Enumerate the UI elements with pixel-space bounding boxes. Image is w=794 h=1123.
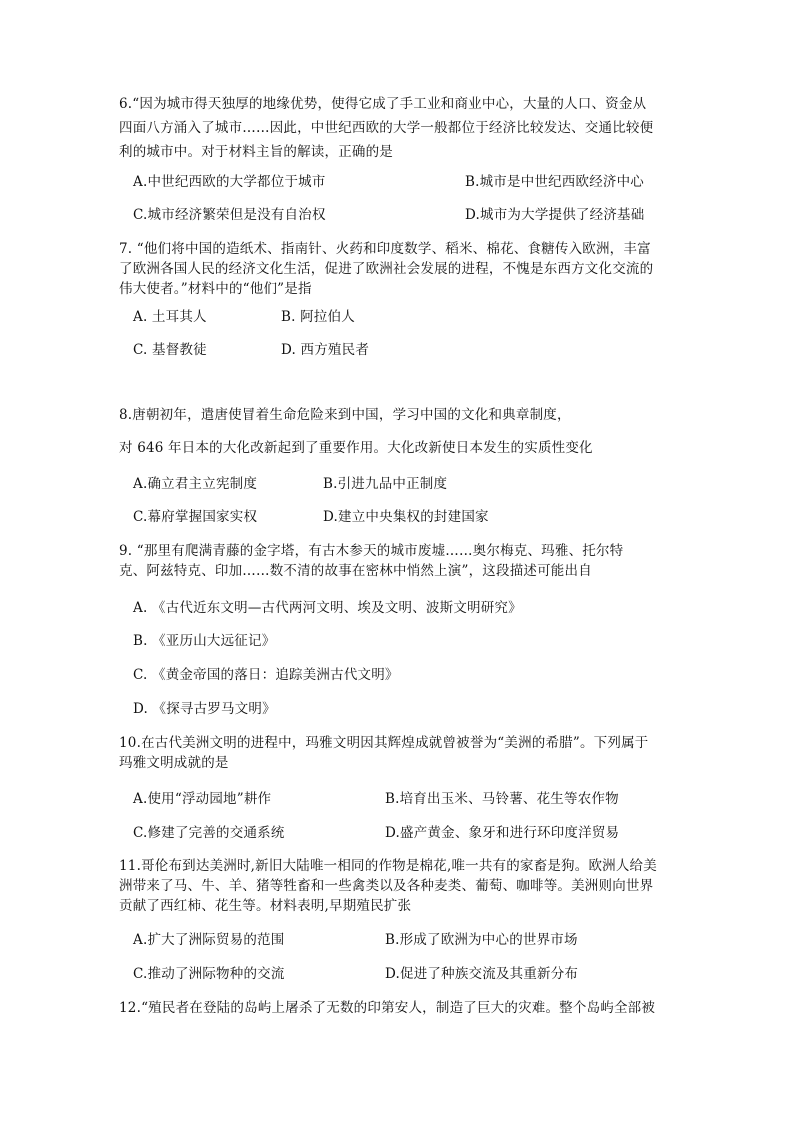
- question-9-option-d: D. 《探寻古罗马文明》: [133, 701, 276, 717]
- question-9-option-b: B. 《亚历山大远征记》: [133, 633, 276, 649]
- question-7-line-3: 伟大使者。”材料中的“他们”是指: [119, 281, 312, 297]
- question-11-line-1: 11.哥伦布到达美洲时,新旧大陆唯一相同的作物是棉花,唯一共有的家畜是狗。欧洲人给美: [119, 858, 657, 874]
- question-10-option-c: C.修建了完善的交通系统: [133, 825, 285, 841]
- question-7-option-d: D. 西方殖民者: [281, 342, 370, 358]
- question-11-option-c: C.推动了洲际物种的交流: [133, 966, 285, 982]
- question-6-line-2: 四面八方涌入了城市……因此，中世纪西欧的大学一般都位于经济比较发达、交通比较便: [119, 120, 654, 136]
- question-10-line-1: 10.在古代美洲文明的进程中，玛雅文明因其辉煌成就曾被誉为“美洲的希腊”。下列属于: [119, 735, 649, 751]
- question-9-option-a: A. 《古代近东文明—古代两河文明、埃及文明、波斯文明研究》: [133, 600, 522, 616]
- question-9-line-2: 克、阿兹特克、印加……数不清的故事在密林中悄然上演”，这段描述可能出自: [119, 563, 592, 579]
- question-8-option-a: A.确立君主立宪制度: [133, 476, 258, 492]
- question-6-option-a: A.中世纪西欧的大学都位于城市: [133, 174, 326, 190]
- question-11-option-d: D.促进了种族交流及其重新分布: [385, 966, 579, 982]
- question-8-option-d: D.建立中央集权的封建国家: [323, 509, 489, 525]
- question-6-line-1: 6.“因为城市得天独厚的地缘优势，使得它成了手工业和商业中心，大量的人口、资金从: [119, 96, 647, 112]
- question-11-line-3: 贡献了西红柿、花生等。材料表明,早期殖民扩张: [119, 898, 412, 914]
- question-6-option-b: B.城市是中世纪西欧经济中心: [465, 174, 645, 190]
- question-7-line-2: 了欧洲各国人民的经济文化生活，促进了欧洲社会发展的进程，不愧是东西方文化交流的: [119, 261, 654, 277]
- question-9-line-1: 9. “那里有爬满青藤的金字塔，有古木参天的城市废墟……奥尔梅克、玛雅、托尔特: [119, 543, 624, 559]
- question-11-option-a: A.扩大了洲际贸易的范围: [133, 932, 285, 948]
- question-9-option-c: C. 《黄金帝国的落日：追踪美洲古代文明》: [133, 667, 399, 683]
- question-10-option-d: D.盛产黄金、象牙和进行环印度洋贸易: [385, 825, 620, 841]
- question-11-line-2: 洲带来了马、牛、羊、猪等牲畜和一些禽类以及各种麦类、葡萄、咖啡等。美洲则向世界: [119, 878, 654, 894]
- question-10-line-2: 玛雅文明成就的是: [119, 755, 229, 771]
- question-10-option-a: A.使用“浮动园地”耕作: [133, 791, 272, 807]
- question-6-line-3: 利的城市中。对于材料主旨的解读，正确的是: [119, 144, 393, 160]
- question-7-option-a: A. 土耳其人: [133, 309, 207, 325]
- question-8-line-1: 8.唐朝初年，遣唐使冒着生命危险来到中国，学习中国的文化和典章制度，: [119, 407, 571, 423]
- question-10-option-b: B.培育出玉米、马铃薯、花生等农作物: [385, 791, 619, 807]
- question-7-option-b: B. 阿拉伯人: [281, 309, 355, 325]
- question-7-option-c: C. 基督教徒: [133, 342, 207, 358]
- question-8-line-2: 对 646 年日本的大化改新起到了重要作用。大化改新使日本发生的实质性变化: [119, 440, 593, 456]
- question-8-option-c: C.幕府掌握国家实权: [133, 509, 258, 525]
- question-6-option-d: D.城市为大学提供了经济基础: [465, 207, 645, 223]
- question-12-line-1: 12.“殖民者在登陆的岛屿上屠杀了无数的印第安人，制造了巨大的灾难。整个岛屿全部被: [119, 1000, 656, 1016]
- question-6-option-c: C.城市经济繁荣但是没有自治权: [133, 207, 326, 223]
- question-11-option-b: B.形成了欧洲为中心的世界市场: [385, 932, 578, 948]
- question-7-line-1: 7. “他们将中国的造纸术、指南针、火药和印度数学、稻米、棉花、食糖传入欧洲，丰富: [119, 241, 651, 257]
- question-8-option-b: B.引进九品中正制度: [323, 476, 448, 492]
